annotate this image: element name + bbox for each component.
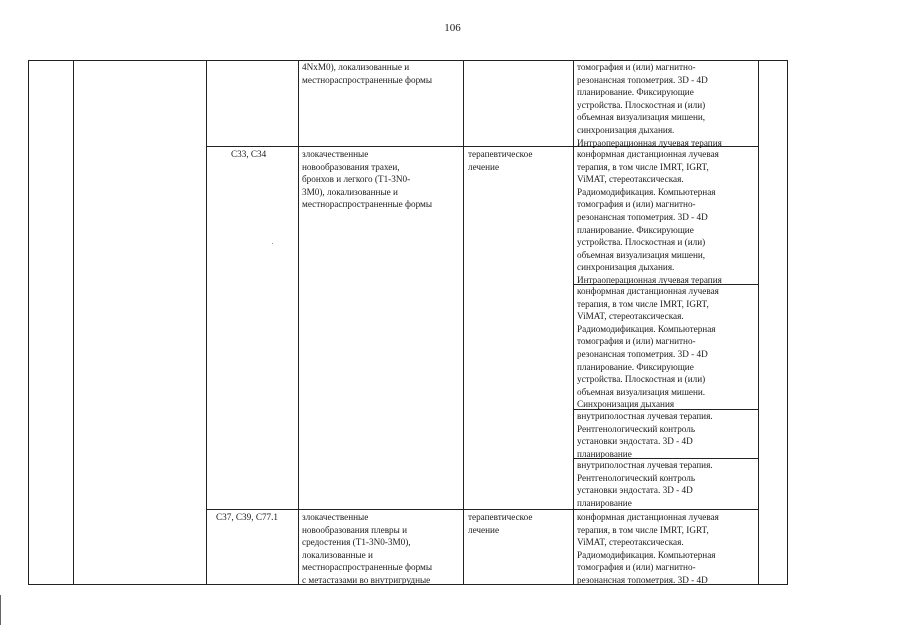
column-line-4 (298, 60, 299, 585)
scan-dot (272, 243, 273, 244)
row2-codes-cell: C37, C39, C77.1 (216, 512, 279, 522)
row2-diagnosis-cell: злокачественные новообразования плевры и средостения (T1-3N0-3M0), локализованные и местнораспространенные формы с метастазами во внутригрудные (302, 512, 433, 585)
row1-diagnosis-cell: злокачественные новообразования трахеи, бронхов и легкого (T1-3N0- 3M0), локализованные и местнораспространенные формы (302, 149, 433, 210)
column-line-8 (787, 60, 788, 585)
scan-edge-mark (0, 595, 1, 625)
column-line-1 (28, 60, 29, 585)
column-line-3 (206, 60, 207, 585)
row1-method2-cell: конформная дистанционная лучевая терапия, в том числе IMRT, IGRT, ViMAT, стереотаксическая. Радиомодификация. Компьютерная томография и (или) магнитно- резонансная топометрия. 3D - 4D планирование. Фиксирующие устройства. Плоскостная и (или) объемная визуализация мишени. Синхронизация дыхания (577, 286, 719, 410)
row0-method-cell: томография и (или) магнитно- резонансная топометрия. 3D - 4D планирование. Фиксирующие устройства. Плоскостная и (или) объемная визуализация мишени, синхронизация дыхания. Интраоперационная лучевая терапия (577, 62, 722, 148)
row1-method3-cell: внутриполостная лучевая терапия. Рентгенологический контроль установки эндостата. 3D - 4D планирование (577, 411, 713, 459)
row1-treatment-cell: терапевтическое лечение (468, 149, 533, 172)
row2-method-cell: конформная дистанционная лучевая терапия, в том числе IMRT, IGRT, ViMAT, стереотаксическая. Радиомодификация. Компьютерная томография и (или) магнитно- резонансная топометрия. 3D - 4D (577, 512, 719, 585)
column-line-7 (758, 60, 759, 585)
column-line-6 (573, 60, 574, 585)
column-line-2 (73, 60, 74, 585)
column-line-5 (463, 60, 464, 585)
row1-method4-cell: внутриполостная лучевая терапия. Рентгенологический контроль установки эндостата. 3D - 4D планирование (577, 460, 713, 508)
row1-method1-cell: конформная дистанционная лучевая терапия, в том числе IMRT, IGRT, ViMAT, стереотаксическая. Радиомодификация. Компьютерная томография и (или) магнитно- резонансная топометрия. 3D - 4D планирование. Фиксирующие устройства. Плоскостная и (или) объемная визуализация мишени, синхронизация дыхания. Интраоперационная лучевая терапия (577, 149, 722, 285)
row1-codes-cell: C33, C34 (231, 149, 267, 159)
page-number: 106 (444, 22, 461, 34)
row0-diagnosis-cell: 4NxM0), локализованные и местнораспространенные формы (302, 62, 433, 85)
row2-treatment-cell: терапевтическое лечение (468, 512, 533, 535)
